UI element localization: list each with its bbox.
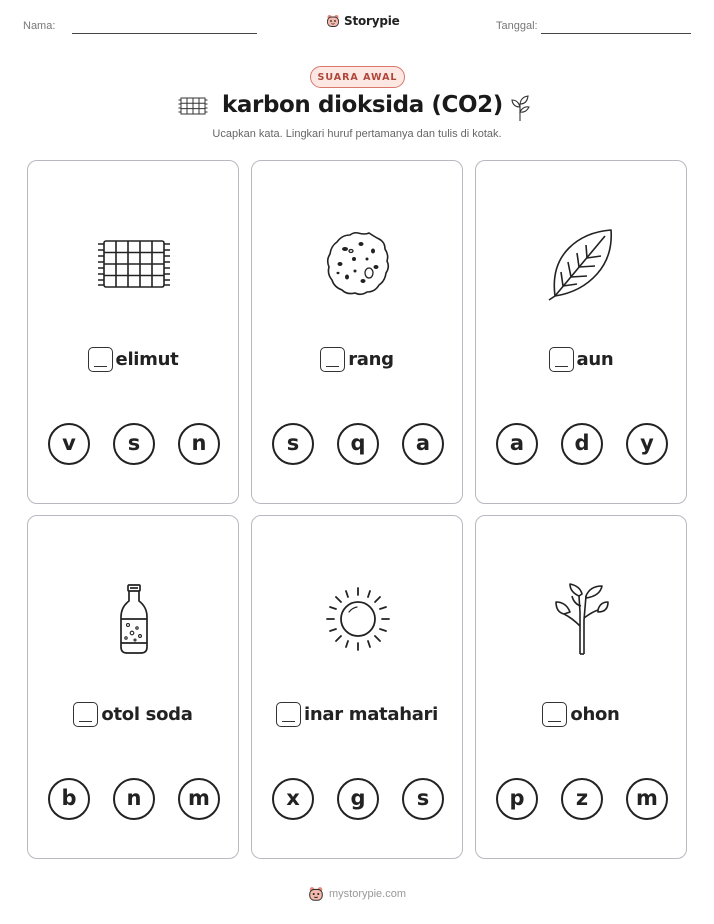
letter-choice[interactable]: a <box>402 423 444 465</box>
word-card <box>475 160 687 504</box>
word-card <box>27 515 239 859</box>
word-text: otol soda <box>101 704 193 725</box>
letter-choice[interactable]: v <box>48 423 90 465</box>
picture-frame <box>308 574 408 664</box>
word-row <box>28 347 238 372</box>
brand <box>326 14 400 28</box>
letter-choice[interactable]: y <box>626 423 668 465</box>
word-row <box>252 702 462 727</box>
storypie-logo-icon <box>326 14 340 28</box>
word-text: elimut <box>115 349 179 370</box>
letter-choice[interactable]: a <box>496 423 538 465</box>
tree-icon <box>554 582 610 656</box>
word-text: aun <box>576 349 614 370</box>
answer-box[interactable] <box>320 347 345 372</box>
letter-choice[interactable]: q <box>337 423 379 465</box>
letter-choice[interactable]: s <box>402 778 444 820</box>
footer <box>0 886 714 902</box>
word-card <box>475 515 687 859</box>
name-label: Nama: <box>23 20 56 32</box>
sun-icon <box>323 584 393 654</box>
name-line[interactable] <box>72 33 257 34</box>
sprout-icon <box>508 92 532 122</box>
section-badge: SUARA AWAL <box>310 66 405 88</box>
answer-box[interactable] <box>542 702 567 727</box>
word-row <box>252 347 462 372</box>
page-title: karbon dioksida (CO2) <box>222 92 503 118</box>
letter-choices <box>272 778 444 820</box>
letter-choices <box>496 778 668 820</box>
letter-choice[interactable]: n <box>178 423 220 465</box>
picture-frame <box>532 219 632 309</box>
picture-frame <box>84 219 184 309</box>
answer-box[interactable] <box>276 702 301 727</box>
answer-box[interactable] <box>73 702 98 727</box>
worksheet-header <box>0 0 714 50</box>
picture-frame <box>308 219 408 309</box>
answer-box[interactable] <box>88 347 113 372</box>
letter-choice[interactable]: g <box>337 778 379 820</box>
word-text: rang <box>348 349 394 370</box>
date-line[interactable] <box>541 33 691 34</box>
footer-url[interactable]: mystorypie.com <box>328 888 407 900</box>
soda-bottle-icon <box>117 583 151 655</box>
cookie-icon <box>323 229 393 299</box>
rug-icon <box>94 234 174 294</box>
word-card <box>251 160 463 504</box>
letter-choice[interactable]: b <box>48 778 90 820</box>
picture-frame <box>84 574 184 664</box>
word-card <box>251 515 463 859</box>
word-row <box>28 702 238 727</box>
word-card <box>27 160 239 504</box>
letter-choice[interactable]: z <box>561 778 603 820</box>
letter-choices <box>48 778 220 820</box>
instruction-text: Ucapkan kata. Lingkari huruf pertamanya dan tulis di kotak. <box>212 128 502 140</box>
answer-box[interactable] <box>549 347 574 372</box>
picture-frame <box>532 574 632 664</box>
letter-choices <box>48 423 220 465</box>
letter-choice[interactable]: s <box>272 423 314 465</box>
letter-choice[interactable]: m <box>178 778 220 820</box>
leaf-icon <box>547 226 617 302</box>
storypie-logo-icon <box>308 886 324 902</box>
rug-icon <box>178 96 208 116</box>
word-row <box>476 347 686 372</box>
word-text: inar matahari <box>303 704 439 725</box>
letter-choice[interactable]: s <box>113 423 155 465</box>
word-row <box>476 702 686 727</box>
title-row <box>0 92 714 124</box>
letter-choice[interactable]: n <box>113 778 155 820</box>
word-text: ohon <box>570 704 620 725</box>
letter-choices <box>272 423 444 465</box>
letter-choice[interactable]: d <box>561 423 603 465</box>
letter-choice[interactable]: x <box>272 778 314 820</box>
brand-name: Storypie <box>344 14 400 28</box>
letter-choice[interactable]: m <box>626 778 668 820</box>
letter-choice[interactable]: p <box>496 778 538 820</box>
date-label: Tanggal: <box>496 20 538 32</box>
letter-choices <box>496 423 668 465</box>
